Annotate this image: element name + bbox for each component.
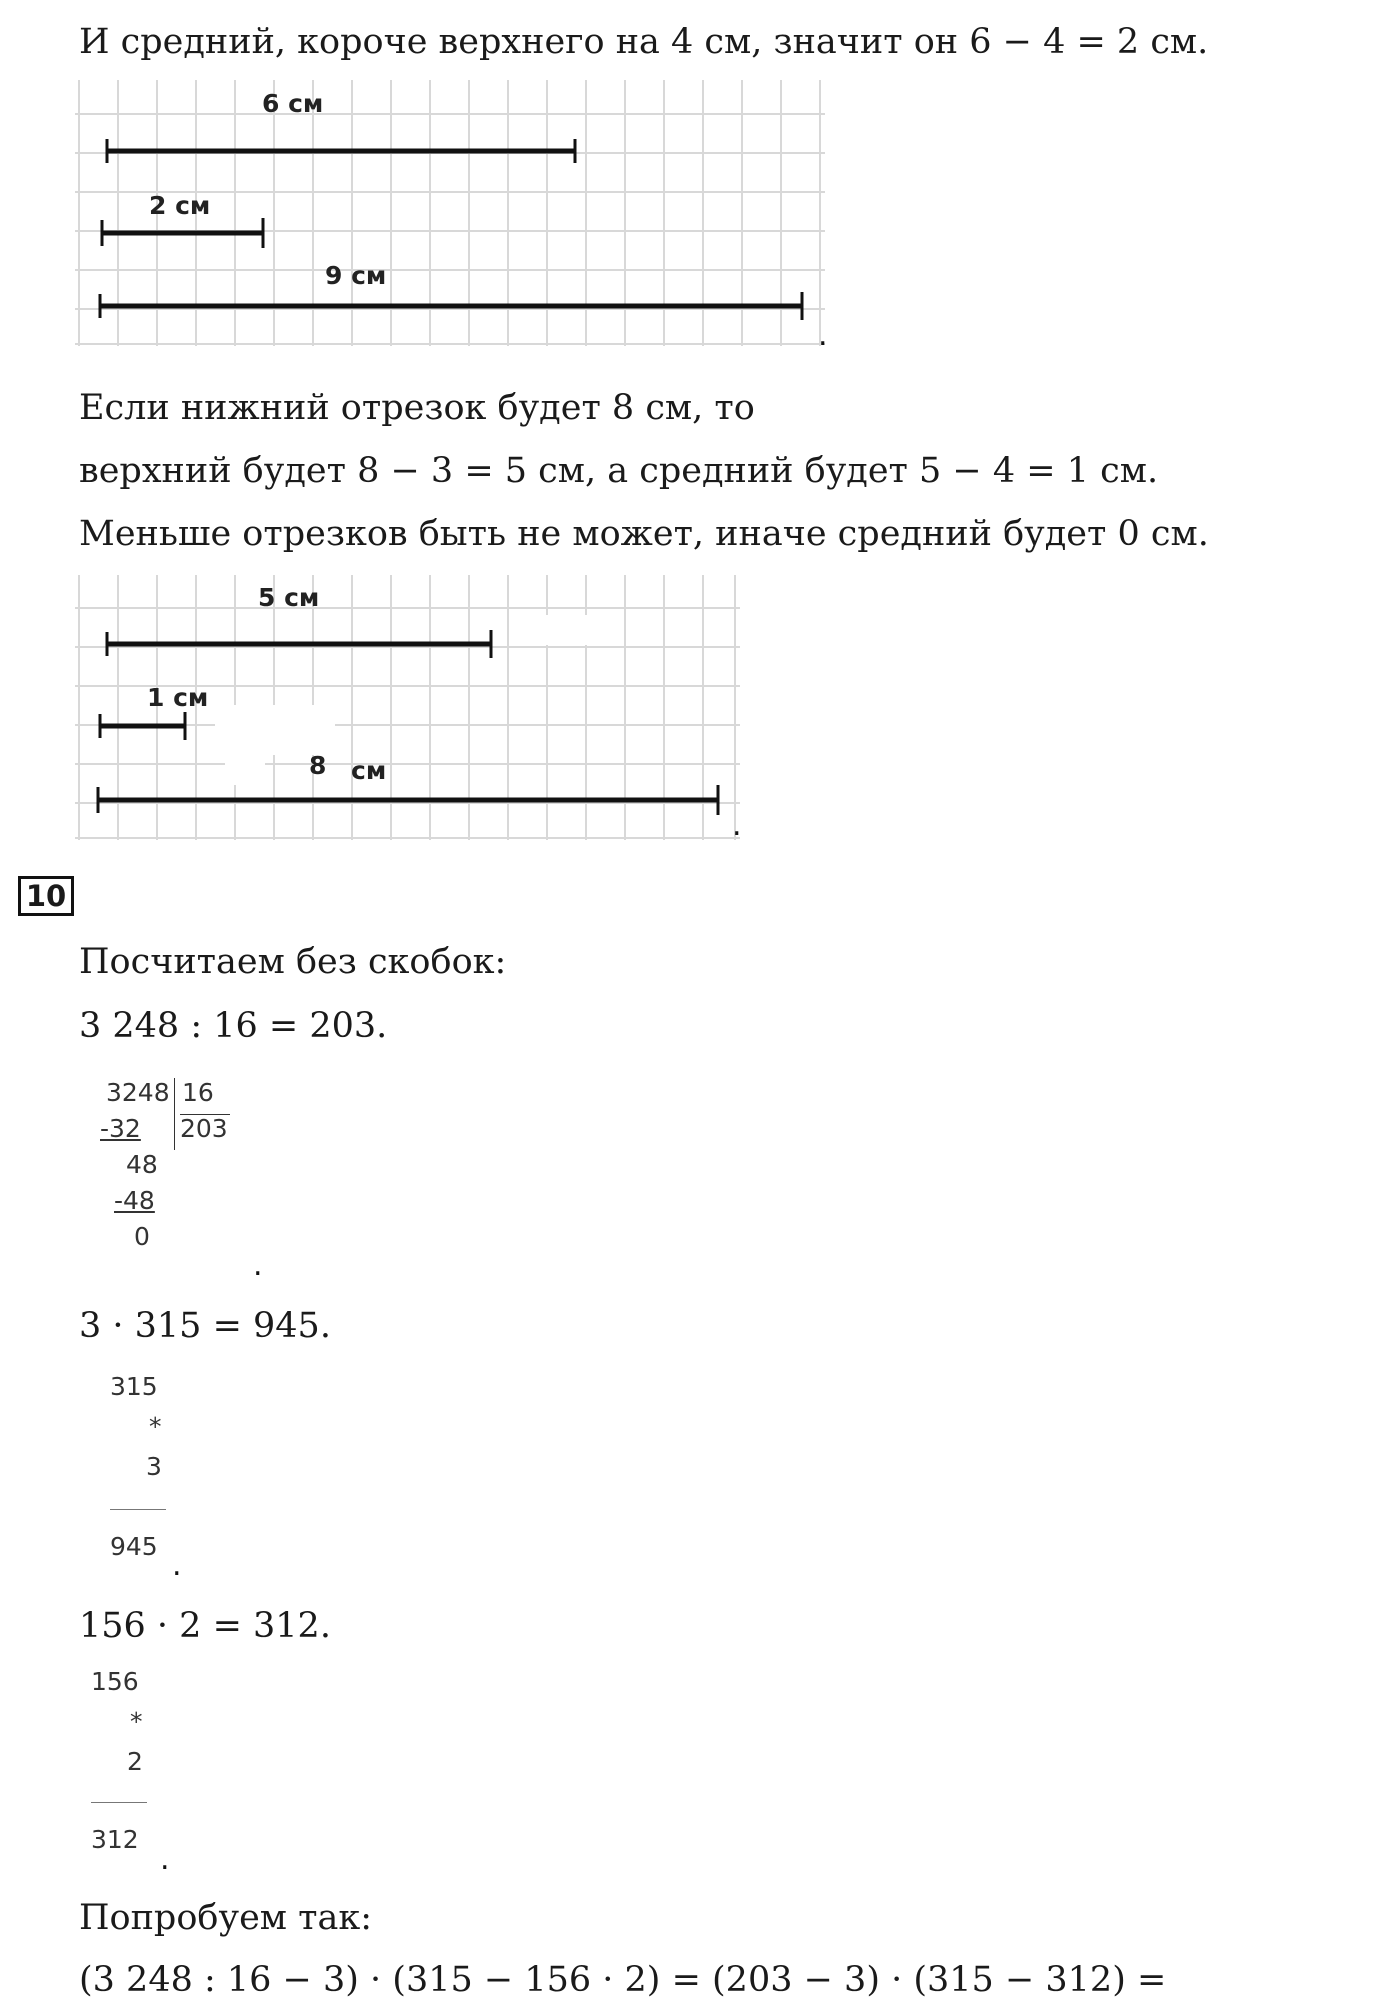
product: 945 — [110, 1532, 158, 1561]
result-line — [91, 1802, 147, 1803]
solution-line-1: И средний, короче верхнего на 4 см, значит он 6 − 4 = 2 см. — [79, 22, 1209, 62]
solution-line-9: Попробуем так: — [79, 1898, 373, 1938]
column-multiplication-1 — [105, 1372, 205, 1572]
solution-line-4: Меньше отрезков быть не может, иначе средний будет 0 см. — [79, 514, 1209, 554]
label-bottom: 9 см — [325, 261, 387, 290]
subtrahend-1: -32 — [100, 1114, 141, 1143]
solution-line-5: Посчитаем без скобок: — [79, 942, 507, 982]
solution-line-10: (3 248 : 16 − 3) · (315 − 156 · 2) = (203 − 3) · (315 − 312) = — [79, 1960, 1167, 2000]
period-mark: . — [253, 1248, 263, 1283]
period-mark: . — [732, 808, 742, 843]
divisor: 16 — [182, 1078, 214, 1107]
quotient: 203 — [180, 1114, 228, 1143]
label-top: 5 см — [258, 583, 320, 612]
result-line — [110, 1509, 166, 1510]
remainder-1: 48 — [126, 1150, 158, 1179]
segments-figure-2 — [75, 575, 755, 845]
segment-bottom — [100, 292, 802, 320]
multiply-sign: * — [130, 1707, 143, 1736]
subtrahend-2: -48 — [114, 1186, 155, 1215]
segment-top — [107, 630, 491, 658]
factor-2: 3 — [146, 1452, 162, 1481]
solution-line-7: 3 · 315 = 945. — [79, 1306, 331, 1346]
label-middle: 1 см — [147, 683, 209, 712]
column-multiplication-2 — [86, 1667, 186, 1867]
label-top: 6 см — [262, 89, 324, 118]
division-bracket — [174, 1078, 175, 1150]
segment-top — [107, 139, 575, 163]
period-mark: . — [172, 1548, 182, 1583]
solution-line-3: верхний будет 8 − 3 = 5 см, а средний будет 5 − 4 = 1 см. — [79, 451, 1159, 491]
period-mark: . — [818, 318, 828, 353]
label-middle: 2 см — [149, 191, 211, 220]
label-bottom-unit: см — [351, 756, 387, 785]
label-bottom-number: 8 — [309, 751, 327, 780]
remainder-final: 0 — [134, 1222, 150, 1251]
task-number-badge: 10 — [18, 876, 74, 916]
long-division — [100, 1078, 240, 1268]
multiply-sign: * — [149, 1412, 162, 1441]
dividend: 3248 — [106, 1078, 170, 1107]
period-mark: . — [160, 1842, 170, 1877]
factor-2: 2 — [127, 1747, 143, 1776]
solution-line-2: Если нижний отрезок будет 8 см, то — [79, 388, 755, 428]
segments-figure-1 — [75, 80, 835, 360]
solution-line-8: 156 · 2 = 312. — [79, 1606, 331, 1646]
product: 312 — [91, 1825, 139, 1854]
segment-middle — [102, 218, 263, 248]
solution-line-6: 3 248 : 16 = 203. — [79, 1006, 388, 1046]
factor-1: 315 — [110, 1372, 158, 1401]
factor-1: 156 — [91, 1667, 139, 1696]
segment-middle — [100, 712, 185, 740]
